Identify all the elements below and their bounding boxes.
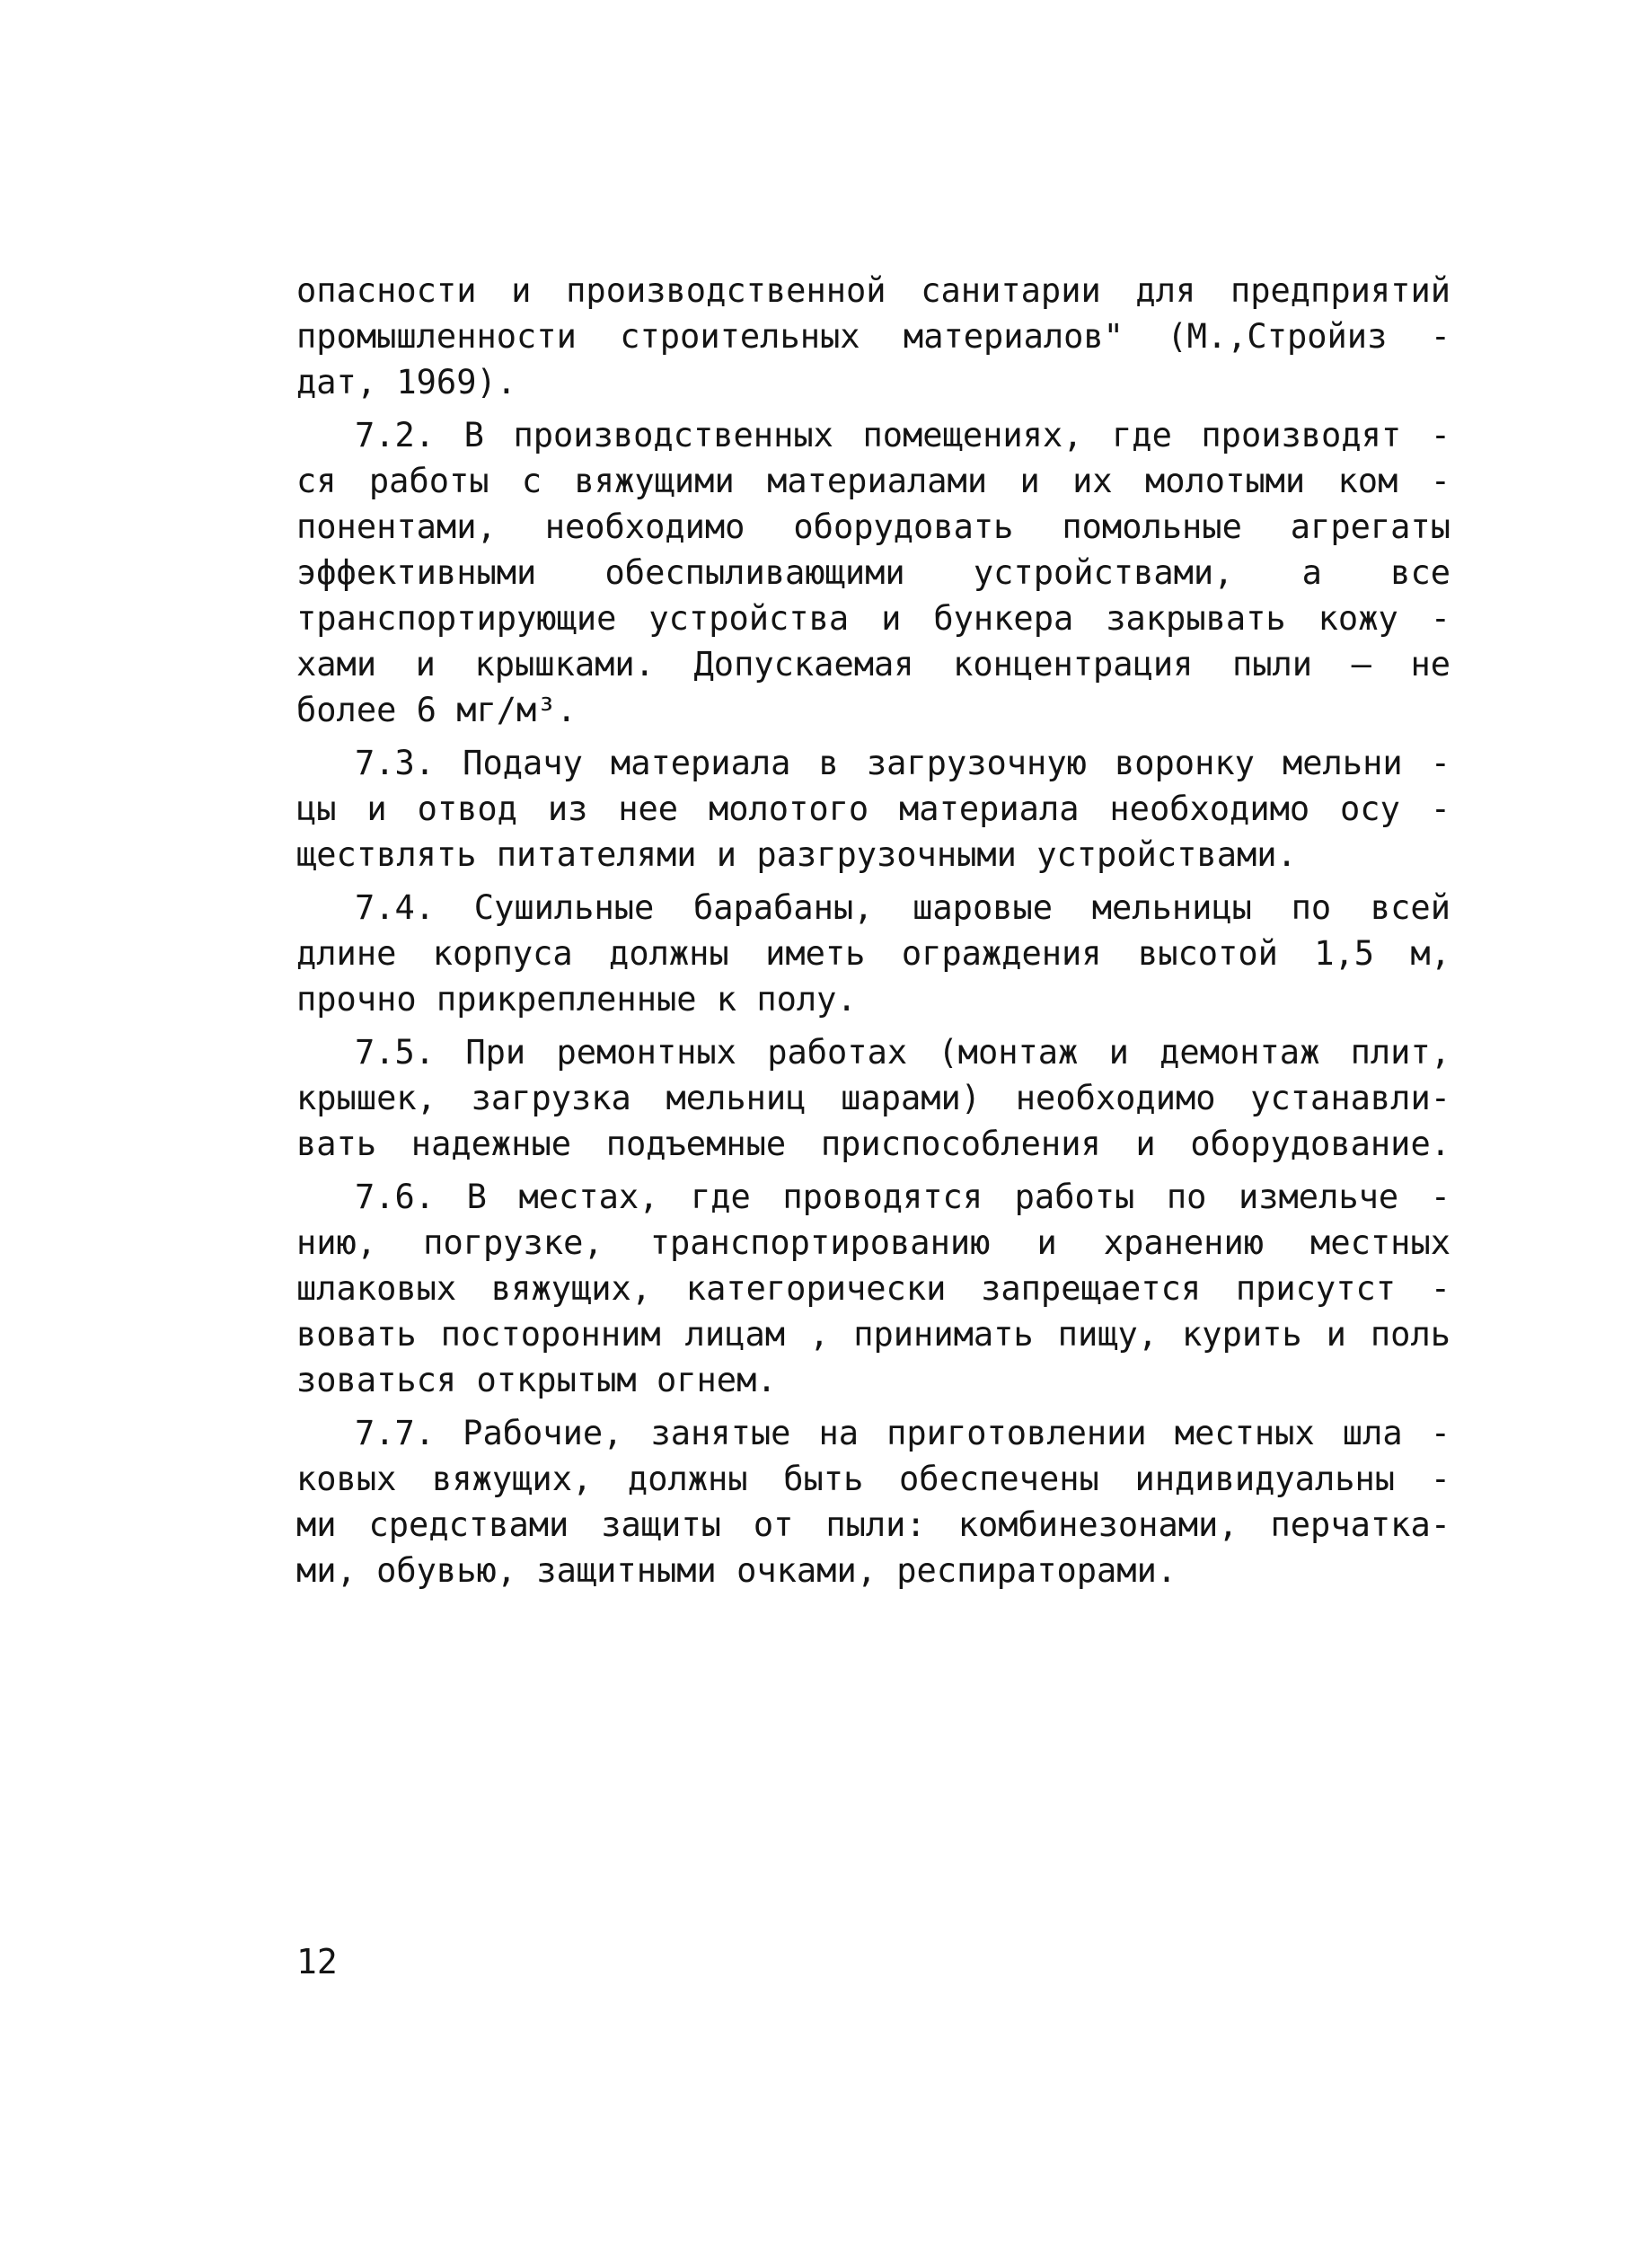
page-number: 12 [296, 1942, 338, 1981]
text-line: крышек, загрузка мельниц шарами) необходимо устанавли- [296, 1079, 1450, 1117]
text-line: хами и крышками. Допускаемая концентрация пыли – не [296, 645, 1450, 684]
text-line: нию, погрузке, транспортированию и хранению местных [296, 1223, 1450, 1262]
paragraph-7-4 [296, 885, 1450, 1022]
text-line: 7.5. При ремонтных работах (монтаж и демонтаж плит, [355, 1033, 1450, 1072]
text-line: опасности и производственной санитарии для предприятий [296, 271, 1450, 310]
text-line: вовать посторонним лицам , принимать пищу, курить и поль [296, 1315, 1450, 1354]
text-line: 7.6. В местах, где проводятся работы по измельче - [355, 1178, 1450, 1216]
text-line: промышленности строительных материалов" (М.,Стройиз - [296, 317, 1450, 356]
body-text [296, 268, 1450, 1593]
text-line: 7.3. Подачу материала в загрузочную воронку мельни - [355, 744, 1450, 782]
text-line: ковых вяжущих, должны быть обеспечены индивидуальны - [296, 1460, 1450, 1498]
paragraph-7-3 [296, 740, 1450, 878]
text-line: более 6 мг/м³. [296, 691, 577, 729]
text-line: транспортирующие устройства и бункера закрывать кожу - [296, 599, 1450, 638]
text-line: прочно прикрепленные к полу. [296, 980, 857, 1019]
text-line: ми средствами защиты от пыли: комбинезонами, перчатка- [296, 1505, 1450, 1544]
paragraph-7-6 [296, 1174, 1450, 1403]
text-line: 7.7. Рабочие, занятые на приготовлении местных шла - [355, 1414, 1450, 1452]
text-line: зоваться открытым огнем. [296, 1361, 777, 1399]
paragraph-7-7 [296, 1410, 1450, 1593]
text-line: ся работы с вяжущими материалами и их молотыми ком - [296, 462, 1450, 500]
text-line: понентами, необходимо оборудовать помольные агрегаты [296, 507, 1450, 546]
text-line: цы и отвод из нее молотого материала необходимо осу - [296, 790, 1450, 828]
text-line: ми, обувью, защитными очками, респираторами. [296, 1551, 1177, 1590]
paragraph-7-2 [296, 412, 1450, 733]
text-line: 7.4. Сушильные барабаны, шаровые мельницы по всей [355, 888, 1450, 927]
paragraph-continuation [296, 268, 1450, 405]
text-line: дат, 1969). [296, 363, 517, 402]
paragraph-7-5 [296, 1029, 1450, 1167]
text-line: эффективными обеспыливающими устройствами, а все [296, 553, 1450, 592]
text-line: ществлять питателями и разгрузочными устройствами. [296, 835, 1297, 874]
text-line: 7.2. В производственных помещениях, где производят - [355, 416, 1450, 454]
text-line: длине корпуса должны иметь ограждения высотой 1,5 м, [296, 934, 1450, 973]
text-line: вать надежные подъемные приспособления и оборудование. [296, 1125, 1450, 1163]
text-line: шлаковых вяжущих, категорически запрещается присутст - [296, 1269, 1450, 1308]
